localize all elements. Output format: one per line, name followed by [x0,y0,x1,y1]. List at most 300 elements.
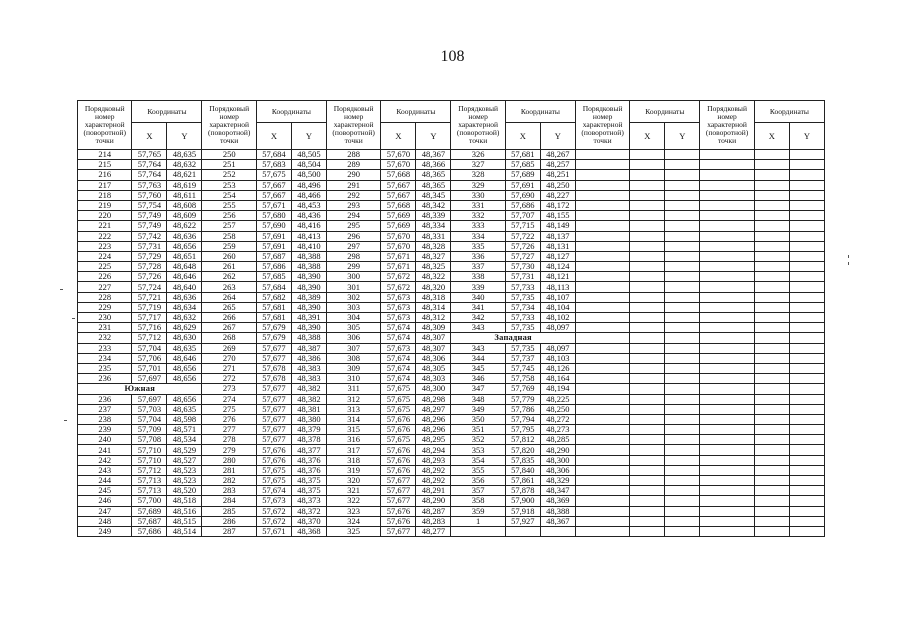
x-cell: 57,677 [256,343,291,353]
x-cell: 57,764 [132,160,167,170]
x-cell: 57,927 [505,516,540,526]
y-cell: 48,103 [540,353,575,363]
point-number-cell: 306 [326,333,380,343]
table-cell [789,241,824,251]
table-cell [665,506,700,516]
table-row [78,445,825,455]
table-cell [700,465,754,475]
table-cell [754,190,789,200]
table-cell [789,180,824,190]
x-cell: 57,749 [132,221,167,231]
point-number-cell: 222 [78,231,132,241]
x-cell: 57,671 [381,251,416,261]
table-cell [575,486,629,496]
table-cell [630,241,665,251]
x-cell: 57,713 [132,486,167,496]
table-row [78,476,825,486]
y-cell: 48,520 [167,486,202,496]
table-cell [700,302,754,312]
table-cell [575,241,629,251]
table-cell [630,465,665,475]
y-cell: 48,388 [540,506,575,516]
x-cell: 57,676 [381,465,416,475]
table-cell [789,333,824,343]
table-cell [630,343,665,353]
x-cell: 57,795 [505,425,540,435]
y-cell: 48,131 [540,241,575,251]
table-row [78,211,825,221]
table-cell [754,486,789,496]
header-coordinates: Координаты [630,101,700,123]
point-number-cell: 285 [202,506,256,516]
point-number-cell: 345 [451,363,505,373]
x-cell: 57,712 [132,465,167,475]
y-cell: 48,630 [167,333,202,343]
table-cell [665,282,700,292]
table-cell [700,313,754,323]
point-number-cell: 297 [326,241,380,251]
x-cell: 57,706 [132,353,167,363]
x-cell: 57,786 [505,404,540,414]
table-cell [700,476,754,486]
y-cell: 48,634 [167,302,202,312]
point-number-cell: 1 [451,516,505,526]
x-cell: 57,686 [132,526,167,536]
point-number-cell: 249 [78,526,132,536]
point-number-cell: 303 [326,302,380,312]
point-number-cell: 311 [326,384,380,394]
table-cell [575,496,629,506]
table-cell [700,221,754,231]
page-number: 108 [440,48,465,65]
y-cell: 48,306 [540,465,575,475]
table-row [78,414,825,424]
y-cell: 48,329 [540,476,575,486]
point-number-cell: 314 [326,414,380,424]
x-cell: 57,673 [381,302,416,312]
point-number-cell: 257 [202,221,256,231]
y-cell: 48,389 [291,292,326,302]
table-cell [630,486,665,496]
table-cell [665,374,700,384]
table-row [78,150,825,160]
table-cell [700,231,754,241]
y-cell: 48,172 [540,200,575,210]
y-cell: 48,107 [540,292,575,302]
table-cell [665,190,700,200]
y-cell: 48,635 [167,150,202,160]
y-cell: 48,635 [167,343,202,353]
table-row [78,343,825,353]
point-number-cell: 335 [451,241,505,251]
table-cell [630,425,665,435]
table-cell [575,251,629,261]
table-cell [789,414,824,424]
y-cell: 48,390 [291,323,326,333]
point-number-cell: 270 [202,353,256,363]
point-number-cell: 313 [326,404,380,414]
point-number-cell: 238 [78,414,132,424]
table-cell [789,150,824,160]
y-cell: 48,646 [167,272,202,282]
table-cell [700,435,754,445]
point-number-cell: 251 [202,160,256,170]
point-number-cell: 221 [78,221,132,231]
x-cell: 57,691 [505,180,540,190]
x-cell: 57,707 [505,211,540,221]
y-cell: 48,656 [167,241,202,251]
table-cell [789,526,824,536]
y-cell: 48,529 [167,445,202,455]
table-cell [665,465,700,475]
header-x: X [381,123,416,150]
table-cell [630,200,665,210]
x-cell: 57,760 [132,190,167,200]
y-cell: 48,391 [291,313,326,323]
y-cell: 48,386 [291,353,326,363]
header-point-number: Порядковый номер характерной (поворотной) точки [78,101,132,150]
table-cell [754,180,789,190]
point-number-cell: 299 [326,262,380,272]
y-cell [540,526,575,536]
x-cell: 57,669 [381,211,416,221]
point-number-cell: 305 [326,323,380,333]
y-cell: 48,292 [416,476,451,486]
point-number-cell: 243 [78,465,132,475]
table-cell [665,516,700,526]
scan-mark [848,255,849,258]
y-cell: 48,342 [416,200,451,210]
x-cell: 57,691 [256,241,291,251]
x-cell: 57,676 [381,445,416,455]
scan-mark [72,318,75,319]
point-number-cell: 296 [326,231,380,241]
x-cell: 57,716 [132,323,167,333]
x-cell: 57,689 [132,506,167,516]
coordinates-table [77,100,825,537]
table-row [78,272,825,282]
x-cell: 57,686 [505,200,540,210]
table-row [78,251,825,261]
table-cell [754,251,789,261]
point-number-cell: 341 [451,302,505,312]
table-cell [700,414,754,424]
table-row [78,292,825,302]
table-cell [575,404,629,414]
x-cell: 57,677 [256,384,291,394]
point-number-cell: 277 [202,425,256,435]
header-y: Y [665,123,700,150]
table-cell [700,363,754,373]
x-cell: 57,717 [132,313,167,323]
table-cell [700,200,754,210]
x-cell: 57,749 [132,211,167,221]
table-cell [665,313,700,323]
table-cell [754,363,789,373]
y-cell: 48,571 [167,425,202,435]
point-number-cell: 326 [451,150,505,160]
header-point-number: Порядковый номер характерной (поворотной) точки [700,101,754,150]
x-cell: 57,765 [132,150,167,160]
point-number-cell: 265 [202,302,256,312]
x-cell: 57,840 [505,465,540,475]
x-cell: 57,683 [256,160,291,170]
point-number-cell: 331 [451,200,505,210]
x-cell: 57,677 [381,476,416,486]
point-number-cell: 276 [202,414,256,424]
table-cell [789,231,824,241]
table-row [78,486,825,496]
table-cell [789,404,824,414]
y-cell: 48,651 [167,251,202,261]
table-cell [630,231,665,241]
x-cell: 57,674 [381,363,416,373]
x-cell: 57,675 [381,394,416,404]
point-number-cell: 283 [202,486,256,496]
x-cell: 57,700 [132,496,167,506]
y-cell: 48,376 [291,465,326,475]
x-cell: 57,719 [132,302,167,312]
table-cell [575,465,629,475]
y-cell: 48,285 [540,435,575,445]
point-number-cell: 215 [78,160,132,170]
y-cell: 48,312 [416,313,451,323]
table-row [78,435,825,445]
point-number-cell: 271 [202,363,256,373]
y-cell: 48,328 [416,241,451,251]
point-number-cell: 245 [78,486,132,496]
x-cell: 57,672 [381,272,416,282]
x-cell: 57,682 [256,292,291,302]
x-cell: 57,676 [256,445,291,455]
y-cell: 48,416 [291,221,326,231]
x-cell: 57,769 [505,384,540,394]
table-cell [575,180,629,190]
point-number-cell: 225 [78,262,132,272]
y-cell: 48,296 [416,414,451,424]
table-cell [700,323,754,333]
table-cell [575,506,629,516]
table-cell [630,160,665,170]
x-cell: 57,673 [381,292,416,302]
x-cell: 57,690 [505,190,540,200]
y-cell: 48,225 [540,394,575,404]
y-cell: 48,632 [167,160,202,170]
table-row [78,526,825,536]
table-cell [665,292,700,302]
point-number-cell: 267 [202,323,256,333]
table-row [78,282,825,292]
x-cell: 57,676 [381,425,416,435]
table-cell [630,363,665,373]
y-cell: 48,516 [167,506,202,516]
point-number-cell: 281 [202,465,256,475]
x-cell: 57,729 [132,251,167,261]
y-cell: 48,104 [540,302,575,312]
y-cell: 48,635 [167,404,202,414]
table-cell [575,231,629,241]
table-cell [754,272,789,282]
table-row [78,363,825,373]
y-cell: 48,290 [540,445,575,455]
point-number-cell: 358 [451,496,505,506]
point-number-cell: 239 [78,425,132,435]
y-cell: 48,327 [416,251,451,261]
header-coordinates: Координаты [754,101,824,123]
x-cell: 57,675 [256,465,291,475]
x-cell: 57,667 [381,180,416,190]
table-cell [754,496,789,506]
point-number-cell: 218 [78,190,132,200]
x-cell: 57,745 [505,363,540,373]
x-cell: 57,668 [381,200,416,210]
x-cell: 57,691 [256,231,291,241]
table-cell [630,251,665,261]
point-number-cell: 332 [451,211,505,221]
header-point-number: Порядковый номер характерной (поворотной) точки [451,101,505,150]
x-cell: 57,812 [505,435,540,445]
table-cell [789,476,824,486]
table-cell [575,200,629,210]
table-cell [700,445,754,455]
table-cell [700,404,754,414]
x-cell: 57,713 [132,476,167,486]
point-number-cell: 226 [78,272,132,282]
table-cell [700,333,754,343]
y-cell: 48,296 [416,425,451,435]
y-cell: 48,622 [167,221,202,231]
point-number-cell: 352 [451,435,505,445]
x-cell: 57,670 [381,241,416,251]
point-number-cell: 247 [78,506,132,516]
table-cell [575,516,629,526]
x-cell: 57,835 [505,455,540,465]
table-cell [754,465,789,475]
point-number-cell: 231 [78,323,132,333]
x-cell: 57,709 [132,425,167,435]
table-cell [700,180,754,190]
header-y: Y [167,123,202,150]
table-cell [665,414,700,424]
x-cell: 57,735 [505,343,540,353]
point-number-cell: 258 [202,231,256,241]
point-number-cell: 302 [326,292,380,302]
table-row [78,200,825,210]
y-cell: 48,629 [167,323,202,333]
y-cell: 48,410 [291,241,326,251]
x-cell: 57,900 [505,496,540,506]
point-number-cell: 262 [202,272,256,282]
table-cell [630,282,665,292]
x-cell: 57,726 [132,272,167,282]
table-cell [665,302,700,312]
point-number-cell: 323 [326,506,380,516]
scan-mark [60,289,63,290]
x-cell: 57,677 [381,526,416,536]
y-cell: 48,272 [540,414,575,424]
y-cell: 48,251 [540,170,575,180]
x-cell: 57,687 [132,516,167,526]
point-number-cell: 327 [451,160,505,170]
table-row [78,353,825,363]
table-cell [575,374,629,384]
table-cell [754,374,789,384]
point-number-cell: 354 [451,455,505,465]
y-cell: 48,381 [291,404,326,414]
point-number-cell: 274 [202,394,256,404]
table-cell [754,414,789,424]
point-number-cell: 340 [451,292,505,302]
table-cell [789,435,824,445]
x-cell: 57,667 [256,180,291,190]
y-cell: 48,366 [416,160,451,170]
table-cell [789,323,824,333]
x-cell: 57,742 [132,231,167,241]
table-cell [789,384,824,394]
point-number-cell: 343 [451,323,505,333]
y-cell: 48,523 [167,465,202,475]
x-cell: 57,754 [132,200,167,210]
y-cell: 48,500 [291,170,326,180]
point-number-cell: 329 [451,180,505,190]
table-cell [700,353,754,363]
y-cell: 48,320 [416,282,451,292]
y-cell: 48,534 [167,435,202,445]
point-number-cell: 240 [78,435,132,445]
table-cell [700,496,754,506]
table-cell [754,282,789,292]
table-cell [630,526,665,536]
table-cell [630,496,665,506]
table-cell [700,425,754,435]
table-cell [665,200,700,210]
y-cell: 48,373 [291,496,326,506]
table-cell [789,262,824,272]
x-cell: 57,678 [256,374,291,384]
table-cell [665,211,700,221]
table-cell [754,394,789,404]
table-cell [665,496,700,506]
point-number-cell: 275 [202,404,256,414]
y-cell: 48,375 [291,476,326,486]
x-cell: 57,704 [132,343,167,353]
table-cell [700,394,754,404]
table-row [78,394,825,404]
header-x: X [256,123,291,150]
point-number-cell: 244 [78,476,132,486]
point-number-cell: 219 [78,200,132,210]
y-cell: 48,126 [540,363,575,373]
table-cell [630,190,665,200]
x-cell: 57,734 [505,302,540,312]
y-cell: 48,290 [416,496,451,506]
table-row [78,241,825,251]
x-cell: 57,674 [381,353,416,363]
x-cell: 57,701 [132,363,167,373]
x-cell: 57,671 [256,200,291,210]
point-number-cell: 351 [451,425,505,435]
table-cell [665,343,700,353]
y-cell: 48,383 [291,374,326,384]
y-cell: 48,388 [291,251,326,261]
table-cell [789,251,824,261]
table-cell [630,221,665,231]
y-cell: 48,339 [416,211,451,221]
point-number-cell: 280 [202,455,256,465]
point-number-cell: 330 [451,190,505,200]
table-row [78,506,825,516]
table-cell [630,455,665,465]
